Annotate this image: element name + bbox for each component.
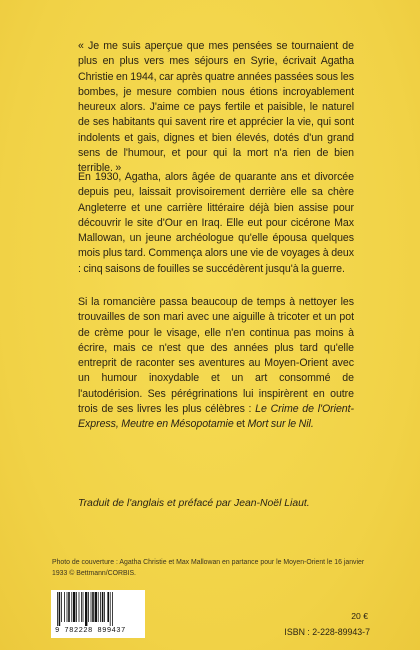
barcode-bar — [83, 592, 84, 622]
barcode-bar — [91, 592, 92, 622]
barcode-bar — [68, 592, 70, 622]
barcode-bar — [71, 592, 72, 622]
price: 20 € — [351, 611, 368, 621]
barcode-bar — [73, 592, 75, 622]
translator-credit — [78, 498, 354, 509]
writing-paragraph — [78, 295, 354, 433]
book-titles: Le Crime de l'Orient-Express, Meutre en Mésopotamie — [78, 403, 354, 431]
barcode-bar — [112, 592, 113, 626]
barcode-digits: 9 782228 899437 — [55, 627, 126, 635]
barcode-bar — [95, 592, 97, 622]
photo-credit: Photo de couverture : Agatha Christie et Max Mallowan en partance pour le Moyen-Orient le 16 janvier 1933 © Bettmann/CORBIS. — [52, 559, 365, 577]
barcode-bar — [85, 592, 87, 626]
book-title-nile: Mort sur le Nil. — [247, 418, 314, 431]
barcode-bar — [81, 592, 82, 622]
barcode-bar — [88, 592, 89, 622]
barcode-bar — [110, 592, 111, 626]
barcode-bar — [104, 592, 105, 622]
barcode-bar — [57, 592, 58, 626]
barcode-bars — [55, 592, 141, 626]
barcode-bar — [61, 592, 62, 622]
barcode-bar — [107, 592, 109, 622]
conjunction: et — [233, 418, 248, 431]
barcode-bar — [79, 592, 80, 622]
barcode — [51, 590, 145, 638]
writing-paragraph-text: Si la romancière passa beaucoup de temps à nettoyer les trouvailles de son mari avec une aiguille à tricoter et un pot de crème pour le visage, elle n'en continua pas moins à écrire, mais ce n'est que des années plus tard qu'elle entreprit de raconter ses aventures au Moyen-Orient avec un humour inoxydable et un art consommé de l'autodérision. Ses pérégrinations lui inspirèrent en outre trois de ses livres les plus célèbres : — [78, 296, 354, 416]
isbn: ISBN : 2-228-89943-7 — [284, 627, 370, 637]
translator-prefix: Traduit de l'anglais et préfacé par — [78, 498, 235, 509]
barcode-bar — [76, 592, 77, 622]
barcode-bar — [98, 592, 99, 622]
quote-paragraph: « Je me suis aperçue que mes pensées se tournaient de plus en plus vers mes séjours en Syrie, écrivait Agatha Christie en 1944, car après quatre années passées sous les bombes, je mesure combien nous étions incroyablement heureux alors. J'aime ce pays fertile et paisible, le naturel de ses habitants qui savent rire et apprécier la vie, qui sont indolents et gais, dignes et bien élevés, dotés d'un grand sens de l'humour, et pour qui la mort n'a rien de bien terrible. » — [78, 40, 354, 175]
barcode-bar — [100, 592, 101, 622]
barcode-bar — [64, 592, 65, 622]
barcode-bar — [67, 592, 68, 622]
barcode-bar — [59, 592, 61, 626]
barcode-bar — [92, 592, 94, 622]
summary-paragraph: En 1930, Agatha, alors âgée de quarante ans et divorcée depuis peu, laissait provisoirement derrière elle sa chère Angleterre et une carrière littéraire déjà bien assise pour découvrir le site d'Our en Iraq. Elle eut pour cicérone Max Mallowan, un jeune archéologue qu'elle épousa quelques mois plus tard. Commença alors une vie de voyages à deux : cinq saisons de fouilles se succédèrent jusqu'à la guerre. — [78, 171, 354, 275]
translator-name: Jean-Noël Liaut. — [234, 498, 310, 509]
barcode-bar — [102, 592, 104, 622]
